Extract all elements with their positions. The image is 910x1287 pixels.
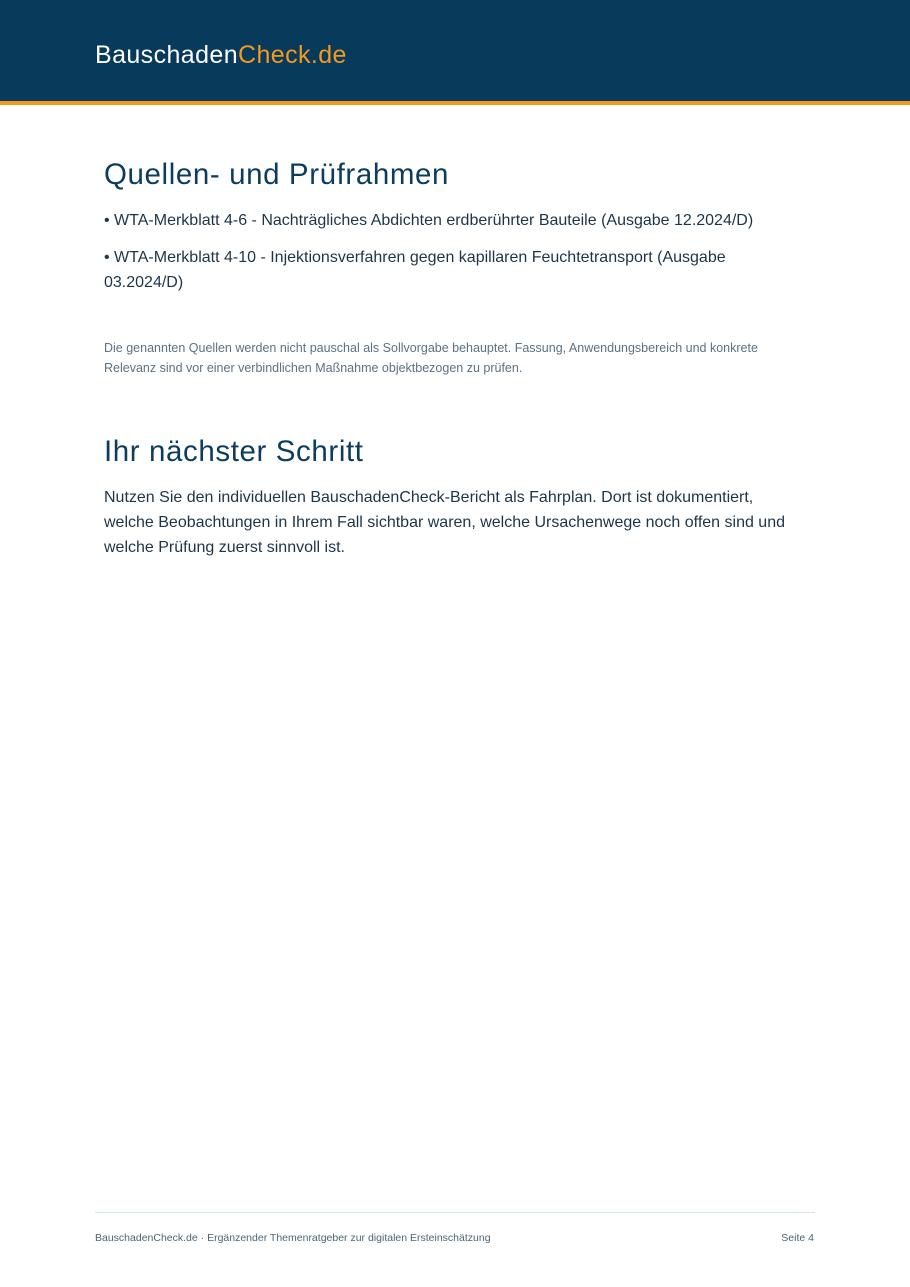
sources-heading: Quellen- und Prüfrahmen xyxy=(104,158,450,191)
source-item: • WTA-Merkblatt 4-10 - Injektionsverfahren gegen kapillaren Feuchtetransport (Ausgabe 03.2024/D) xyxy=(104,249,726,291)
logo-main-text: Bauschaden xyxy=(95,41,239,69)
sources-disclaimer: Die genannten Quellen werden nicht pauschal als Sollvorgabe behauptet. Fassung, Anwendungsbereich und konkrete Relevanz sind vor einer verbindlichen Maßnahme objektbezogen zu prüfen. xyxy=(104,341,758,375)
footer-divider xyxy=(95,1212,815,1213)
footer-caption: BauschadenCheck.de · Ergänzender Themenratgeber zur digitalen Ersteinschätzung xyxy=(95,1232,491,1244)
page-number: Seite 4 xyxy=(781,1232,814,1244)
next-step-heading: Ihr nächster Schritt xyxy=(104,435,364,468)
source-item: • WTA-Merkblatt 4-6 - Nachträgliches Abdichten erdberührter Bauteile (Ausgabe 12.2024/D) xyxy=(104,212,754,229)
logo-accent-text: Check.de xyxy=(238,41,347,69)
next-step-text: Nutzen Sie den individuellen BauschadenCheck-Bericht als Fahrplan. Dort ist dokumentiert, welche Beobachtungen in Ihrem Fall sichtbar waren, welche Ursachenwege noch offen sind und welche Prüfung zuerst sinnvoll ist. xyxy=(104,489,785,556)
brand-logo[interactable] xyxy=(95,40,347,70)
page-header xyxy=(0,0,910,105)
